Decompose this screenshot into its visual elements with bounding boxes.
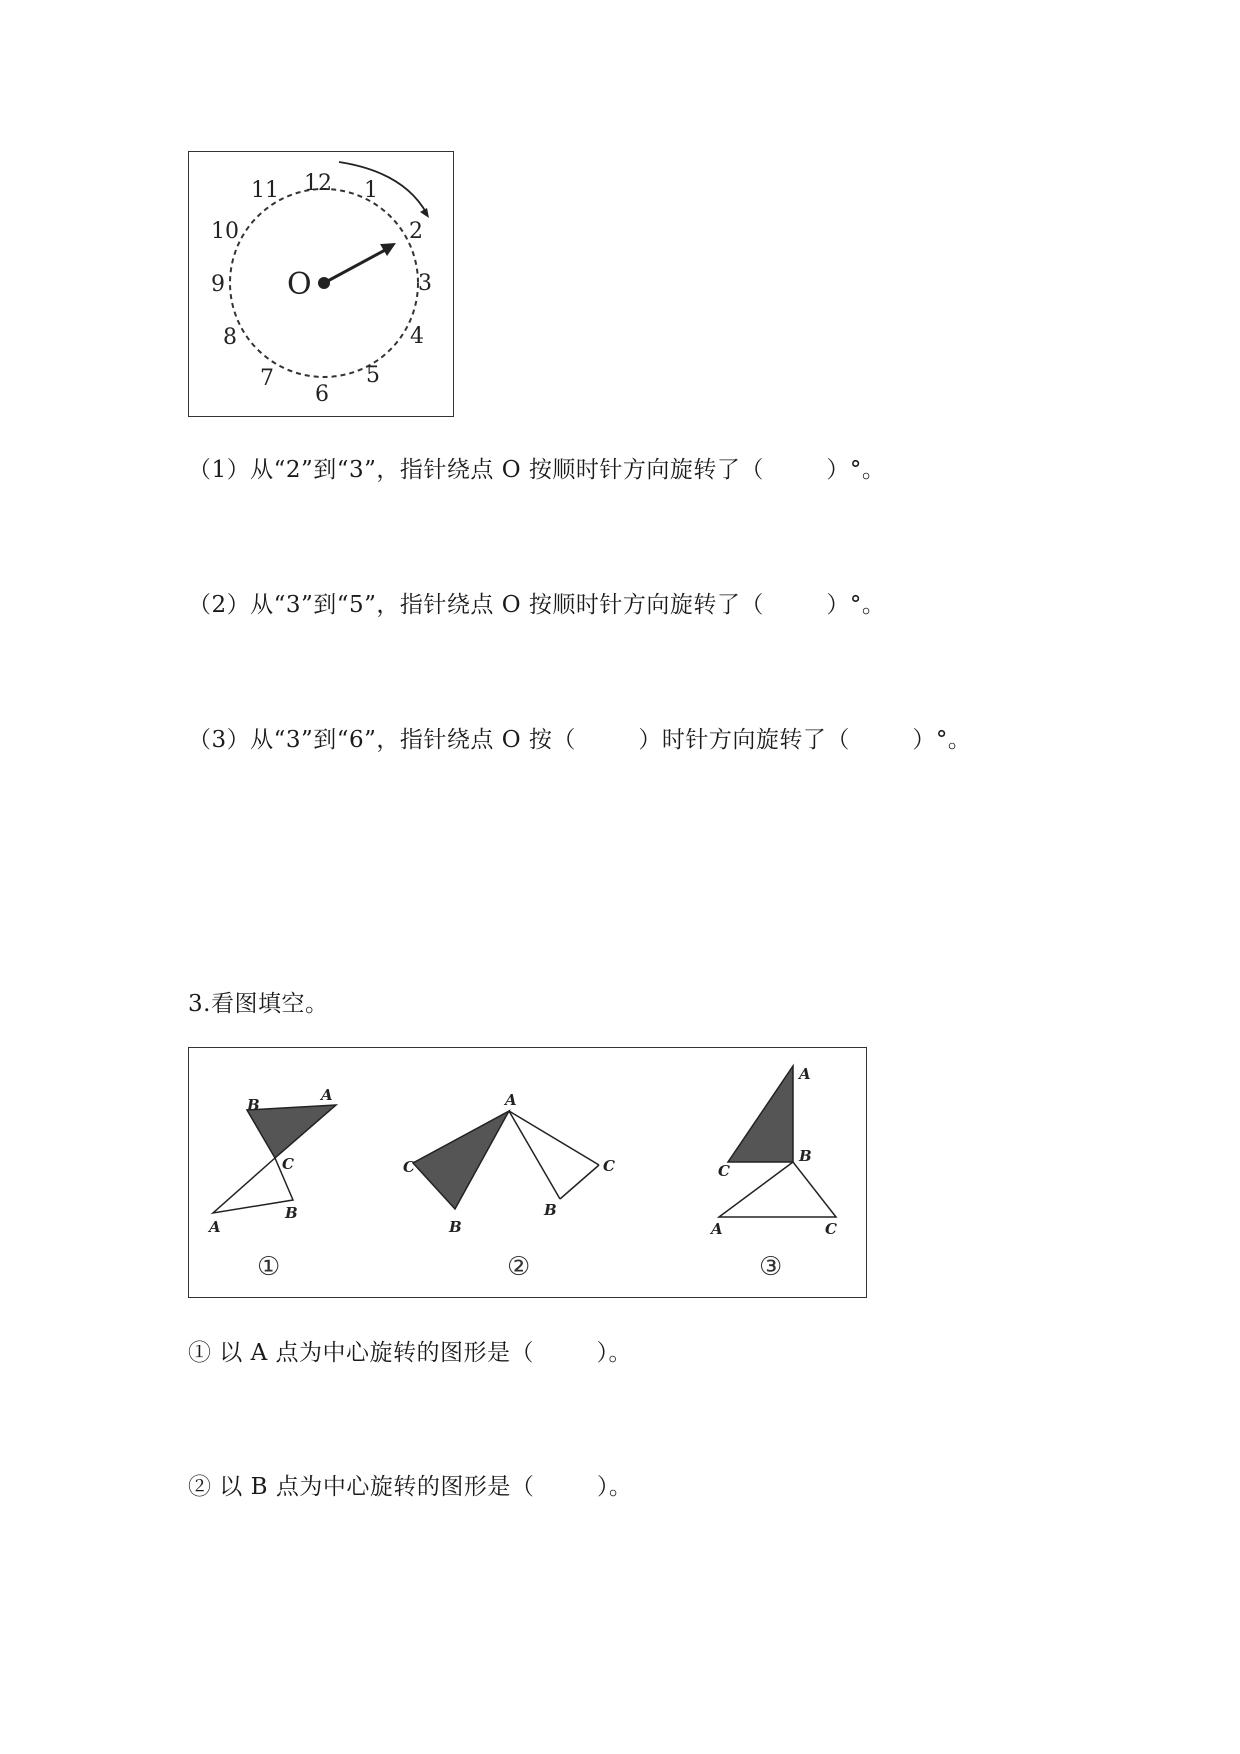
figure-3-number: ③ — [759, 1252, 783, 1282]
clock-number-8: 8 — [223, 325, 237, 350]
clock-figure — [188, 151, 454, 417]
figure-1-label-b-top: B — [247, 1096, 260, 1114]
clock-number-6: 6 — [315, 382, 329, 407]
clock-pointer-arrowhead — [380, 243, 396, 256]
clock-number-2: 2 — [409, 219, 423, 244]
figure-2-outline-ac — [509, 1111, 599, 1165]
clock-number-1: 1 — [364, 178, 378, 203]
figure-2 — [403, 1091, 615, 1282]
figure-3-label-a-top: A — [799, 1065, 811, 1083]
clock-pointer — [324, 249, 387, 283]
section-3-question-2: ② 以 B 点为中心旋转的图形是（ ）。 — [188, 1474, 633, 1500]
figure-1 — [207, 1086, 336, 1282]
figure-3-outline-triangle — [719, 1162, 836, 1217]
figure-3-shaded-triangle — [728, 1066, 793, 1162]
figure-2-number: ② — [507, 1252, 531, 1282]
section-3-title: 3.看图填空。 — [188, 991, 329, 1017]
clock-question-3: （3）从“3”到“6”，指针绕点 O 按（ ）时针方向旋转了（ ）°。 — [188, 727, 972, 753]
clock-question-2: （2）从“3”到“5”，指针绕点 O 按顺时针方向旋转了（ ）°。 — [188, 592, 886, 618]
clock-number-11: 11 — [251, 178, 279, 203]
figure-2-label-c-right: C — [603, 1157, 615, 1175]
clock-center-label: O — [287, 267, 312, 302]
clock-number-4: 4 — [410, 324, 424, 349]
figure-3-label-c-left: C — [718, 1162, 730, 1180]
figure-2-shaded-triangle — [413, 1111, 509, 1209]
figure-1-label-a-top: A — [321, 1086, 333, 1104]
figure-2-label-b-right: B — [544, 1201, 557, 1219]
rotation-arc-arrowhead — [420, 208, 429, 218]
figure-2-outline-ab — [509, 1111, 560, 1199]
clock-number-10: 10 — [211, 219, 239, 244]
rotation-arc — [339, 162, 427, 214]
clock-question-1: （1）从“2”到“3”，指针绕点 O 按顺时针方向旋转了（ ）°。 — [188, 457, 886, 483]
figure-3-label-c-right: C — [825, 1220, 837, 1238]
rotation-figures-diagram — [189, 1048, 866, 1297]
figure-1-number: ① — [257, 1252, 281, 1282]
section-3-question-1: ① 以 A 点为中心旋转的图形是（ ）。 — [188, 1340, 633, 1366]
figure-2-label-a: A — [505, 1091, 517, 1109]
clock-number-3: 3 — [418, 271, 432, 296]
figure-1-label-c: C — [282, 1155, 294, 1173]
clock-diagram — [189, 152, 453, 416]
figure-3-label-a-bottom: A — [711, 1220, 723, 1238]
figure-1-label-a-bottom: A — [209, 1218, 221, 1236]
figure-3-label-b: B — [799, 1147, 812, 1165]
figure-2-label-b-left: B — [449, 1218, 462, 1236]
clock-number-9: 9 — [211, 272, 225, 297]
clock-number-7: 7 — [260, 366, 274, 391]
figure-2-outline-bc — [560, 1165, 599, 1199]
figure-2-label-c-left: C — [403, 1158, 415, 1176]
figure-1-label-b-bottom: B — [285, 1204, 298, 1222]
rotation-figures — [188, 1047, 867, 1298]
figure-1-outline-triangle — [213, 1158, 293, 1213]
figure-3 — [709, 1065, 837, 1282]
clock-number-12: 12 — [304, 171, 332, 196]
figure-1-shaded-triangle — [247, 1105, 336, 1158]
clock-number-5: 5 — [366, 363, 380, 388]
